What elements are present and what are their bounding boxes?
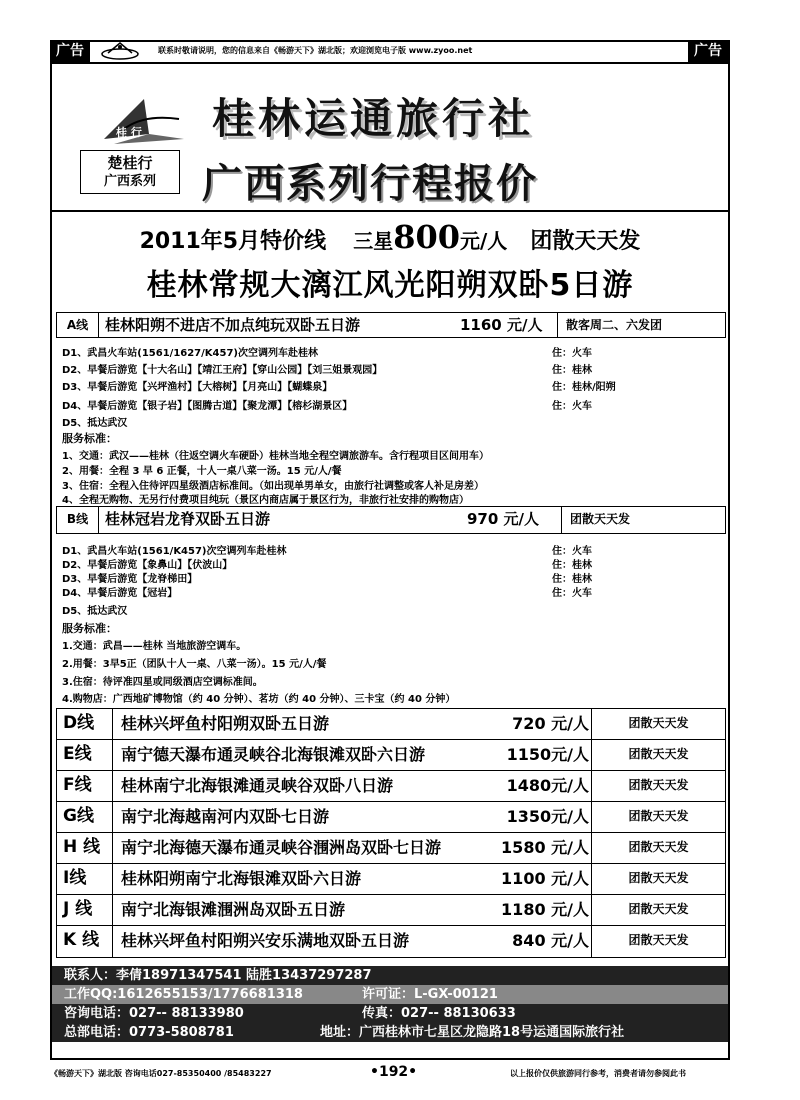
line-name: 桂林兴坪鱼村阳朔兴安乐满地双卧五日游 (121, 931, 410, 950)
line-code: G线 (57, 802, 113, 832)
line-departure: 团散天天发 (591, 709, 725, 739)
top-notice: 联系时敬请说明，您的信息来自《畅游天下》湖北版；欢迎浏览电子版 www.zyoo.net (158, 46, 473, 55)
line-price: 1350元/人 (506, 807, 589, 826)
line-departure: 团散天天发 (591, 864, 725, 894)
line-b-stay: 住：桂林 (552, 560, 592, 571)
line-price: 720 元/人 (512, 714, 589, 733)
line-b-name: 桂林冠岩龙脊双卧五日游 (105, 510, 271, 528)
table-row (57, 926, 725, 957)
line-a-day: D1、武昌火车站(1561/1627/K457)次空调列车赴桂林 (62, 348, 318, 359)
series-line2: 广西系列 (103, 174, 156, 189)
line-a-service: 3、住宿：全程入住待评四星级酒店标准间。（如出现单男单女，由旅行社调整或客人补足房差） (62, 481, 484, 492)
line-b-service: 1.交通：武昌——桂林 当地旅游空调车。 (62, 641, 247, 652)
line-name: 南宁北海银滩涠洲岛双卧五日游 (121, 900, 346, 919)
line-a-name: 桂林阳朔不进店不加点纯玩双卧五日游 (105, 316, 361, 334)
line-b-service: 3.住宿：待评准四星或同级酒店空调标准间。 (62, 677, 263, 688)
line-b-price: 970 元/人 (467, 510, 540, 528)
line-price: 1480元/人 (506, 776, 589, 795)
line-b-day: D3、早餐后游览【龙脊梯田】 (62, 574, 198, 585)
line-price: 840 元/人 (512, 931, 589, 950)
contact-persons: 联系人：李倩18971347541 陆胜13437297287 (64, 968, 372, 983)
line-b-day: D5、抵达武汉 (62, 606, 128, 617)
contact-band (52, 966, 728, 1042)
series-banner: 广西系列行程报价 (202, 160, 538, 207)
line-name: 南宁北海越南河内双卧七日游 (121, 807, 330, 826)
line-b-stay: 住：火车 (552, 588, 592, 599)
line-code: F线 (57, 771, 113, 801)
line-a-service: 2、用餐：全程 3 早 6 正餐，十人一桌八菜一汤。15 元/人/餐 (62, 466, 342, 477)
line-b-stay: 住：桂林 (552, 574, 592, 585)
tour-lines-table (56, 708, 726, 958)
line-price: 1580 元/人 (501, 838, 589, 857)
magazine-logo (100, 41, 140, 61)
line-a-departure: 散客周二、六发团 (557, 313, 725, 337)
contact-phone: 咨询电话：027-- 88133980 (64, 1006, 244, 1021)
table-row (57, 740, 725, 771)
table-row (57, 802, 725, 833)
promo-price: 800 (393, 218, 460, 256)
promo-unit: 元/人 (460, 229, 508, 253)
ad-tag-right: 广告 (688, 40, 728, 62)
header (52, 64, 728, 210)
line-code: J 线 (57, 895, 113, 925)
agency-logo (94, 94, 194, 149)
line-departure: 团散天天发 (591, 802, 725, 832)
line-price: 1100 元/人 (501, 869, 589, 888)
ad-tag-left: 广告 (50, 40, 90, 62)
contact-qq: 工作QQ:1612655153/1776681318 (64, 987, 303, 1002)
page-number: •192• (370, 1064, 418, 1080)
line-code: K 线 (57, 926, 113, 957)
line-b-day: D2、早餐后游览【象鼻山】【伏波山】 (62, 560, 233, 571)
line-b-day: D1、武昌火车站(1561/K457)次空调列车赴桂林 (62, 546, 287, 557)
contact-fax: 传真：027-- 88130633 (362, 1006, 516, 1021)
line-a-day: D3、早餐后游览【兴坪渔村】【大榕树】【月亮山】【蝴蝶泉】 (62, 382, 333, 393)
series-box (80, 150, 180, 194)
contact-license: 许可证：L-GX-00121 (362, 987, 498, 1002)
promo-year: 2011年5月特价线 (139, 229, 327, 254)
line-b-header (56, 506, 726, 534)
line-a-header (56, 312, 726, 338)
line-name: 南宁德天瀑布通灵峡谷北海银滩双卧六日游 (121, 745, 426, 764)
line-a-stay: 住：桂林/阳朔 (552, 382, 616, 393)
line-a-service-title: 服务标准： (62, 432, 117, 445)
line-departure: 团散天天发 (591, 833, 725, 863)
contact-hq-phone: 总部电话：0773-5808781 (64, 1025, 234, 1040)
line-price: 1180 元/人 (501, 900, 589, 919)
promo-tour-title: 桂林常规大漓江风光阳朔双卧5日游 (146, 268, 634, 303)
series-line1: 楚桂行 (107, 154, 153, 172)
line-code: I线 (57, 864, 113, 894)
line-departure: 团散天天发 (591, 771, 725, 801)
line-b-service: 2.用餐：3早5正（团队十人一桌、八菜一汤）。15 元/人/餐 (62, 659, 327, 670)
line-a-stay: 住：火车 (552, 401, 592, 412)
line-a-price: 1160 元/人 (460, 316, 543, 334)
table-row (57, 709, 725, 740)
contact-address: 地址：广西桂林市七星区龙隐路18号运通国际旅行社 (320, 1025, 625, 1040)
line-b-code: B线 (57, 507, 99, 533)
table-row (57, 895, 725, 926)
agency-name: 桂林运通旅行社 (212, 94, 535, 143)
line-code: H 线 (57, 833, 113, 863)
table-row (57, 864, 725, 895)
line-price: 1150元/人 (506, 745, 589, 764)
line-a-day: D5、抵达武汉 (62, 418, 128, 429)
line-a-day: D4、早餐后游览【银子岩】【图腾古道】【聚龙潭】【榕杉湖景区】 (62, 401, 353, 412)
line-a-service: 4、全程无购物、无另行付费项目纯玩（景区内商店属于景区行为，非旅行社安排的购物店） (62, 495, 469, 506)
agency-logo-text: 桂 行 (116, 126, 142, 139)
line-code: D线 (57, 709, 113, 739)
line-a-stay: 住：火车 (552, 348, 592, 359)
line-b-departure: 团散天天发 (561, 507, 725, 533)
footer-right: 以上报价仅供旅游同行参考，消费者请勿参阅此书 (510, 1069, 686, 1078)
line-b-stay: 住：火车 (552, 546, 592, 557)
footer-left: 《畅游天下》湖北版 咨询电话027-85350400 /85483227 (50, 1069, 272, 1078)
table-row (57, 833, 725, 864)
line-b-day: D4、早餐后游览【冠岩】 (62, 588, 178, 599)
line-departure: 团散天天发 (591, 926, 725, 957)
promo-departure: 团散天天发 (530, 229, 641, 254)
line-name: 桂林南宁北海银滩通灵峡谷双卧八日游 (121, 776, 394, 795)
line-departure: 团散天天发 (591, 740, 725, 770)
promo-star: 三星 (353, 229, 394, 253)
line-a-service: 1、交通：武汉——桂林（往返空调火车硬卧）桂林当地全程空调旅游车。含行程项目区间用车） (62, 451, 489, 462)
line-a-day: D2、早餐后游览【十大名山】【靖江王府】【穿山公园】【刘三姐景观园】 (62, 365, 383, 376)
line-name: 桂林兴坪鱼村阳朔双卧五日游 (121, 714, 330, 733)
line-departure: 团散天天发 (591, 895, 725, 925)
line-b-service: 4.购物店：广西地矿博物馆（约 40 分钟）、茗坊（约 40 分钟）、三卡宝（约 40 分钟） (62, 694, 456, 705)
line-a-code: A线 (57, 313, 99, 337)
line-code: E线 (57, 740, 113, 770)
line-a-stay: 住：桂林 (552, 365, 592, 376)
line-name: 桂林阳朔南宁北海银滩双卧六日游 (121, 869, 362, 888)
line-name: 南宁北海德天瀑布通灵峡谷涠洲岛双卧七日游 (121, 838, 442, 857)
line-b-service-title: 服务标准： (62, 622, 117, 635)
table-row (57, 771, 725, 802)
header-divider (52, 210, 728, 212)
promo-line (52, 218, 728, 254)
